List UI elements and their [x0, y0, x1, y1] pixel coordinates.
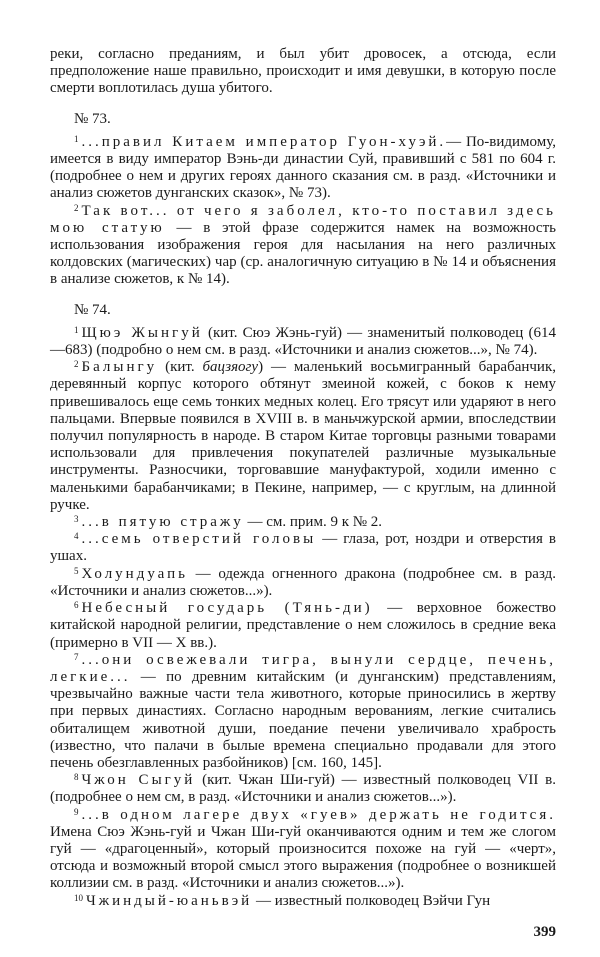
- footnote: [50, 893, 556, 910]
- section-heading: № 74.: [74, 301, 111, 318]
- footnote-text: (кит. Чжан Ши-гуй) — известный полководец VII в. (подробнее о нем см, в разд. «Источники и анализ сюжетов...»).: [50, 772, 556, 806]
- footnote-term: Балынгу: [81, 359, 158, 376]
- footnote-term: Небесный государь (Тянь-ди): [81, 600, 373, 617]
- footnote-term: Чжиндый-юаньвэй: [86, 892, 253, 909]
- footnote: [50, 325, 556, 359]
- footnote-term: ...семь отверстий головы: [81, 531, 317, 548]
- footnote-italic-term: бацзяогу: [202, 359, 259, 376]
- footnote-text: — см. прим. 9 к № 2.: [243, 514, 383, 531]
- footnote-number: 9: [74, 806, 79, 817]
- footnote-number: 6: [74, 600, 79, 611]
- footnote-term: ...в пятую стражу: [81, 514, 244, 531]
- footnote-number: 2: [74, 202, 79, 213]
- footnote-number: 4: [74, 531, 79, 542]
- footnote-term: Щюэ Жынгуй: [81, 324, 203, 341]
- footnote-term: ...в одном лагере двух «гуев» держать не годится.: [81, 806, 556, 823]
- footnote: [50, 134, 556, 203]
- footnote-number: 3: [74, 514, 79, 525]
- footnote-term: Чжон Сыгуй: [81, 772, 196, 789]
- section-heading: № 73.: [74, 110, 111, 127]
- footnote-number: 1: [74, 133, 79, 144]
- footnote-number: 1: [74, 324, 79, 335]
- footnote: [50, 807, 556, 893]
- footnote: [50, 566, 556, 600]
- footnote-text: — По-видимому, имеется в виду император Вэнь-ди династии Суй, правивший с 581 по 604 г. (подробнее о нем и других героях данного сказания см. в разд. «Источники и анализ сюжетов дунганских сказок», № 73).: [50, 133, 556, 202]
- footnote-number: 5: [74, 565, 79, 576]
- footnote-term: ...они освежевали тигра, вынули сердце, печень, легкие...: [50, 651, 556, 685]
- footnote-number: 7: [74, 651, 79, 662]
- footnote: [50, 772, 556, 806]
- footnote-text: Имена Сюэ Жэнь-гуй и Чжан Ши-гуй оканчиваются одним и тем же слогом гуй — «драгоценный», который произносится похоже на гуй — «черт», отсюда и возможный второй смысл этого выражения (подробнее о возникшей коллизии см. в разд. «Источники и анализ сюжетов...»).: [50, 823, 556, 892]
- footnote: [50, 203, 556, 289]
- footnote-text: — по древним китайским (и дунганским) представлениям, чрезвычайно важные части тела животного, которые приносились в жертву при первых династиях. Согласно народным верованиям, легкие считались обиталищем животной души, поедание печени увеличивало храбрость (известно, что палачи в былые времена специально продавали для этого печень обезглавленных разбойников) [см. 160, 145].: [50, 668, 556, 771]
- footnote-number: 10: [74, 892, 83, 903]
- page-body: [50, 0, 556, 957]
- footnote-number: 8: [74, 772, 79, 783]
- intro-paragraph: реки, согласно преданиям, и был убит дровосек, а отсюда, если предположение наше правильно, происходит и имя девушки, в которую после смерти воплотилась душа убитого.: [50, 46, 556, 97]
- footnote-term: ...правил Китаем император Гуон-хуэй.: [81, 133, 447, 150]
- footnote-text: — глаза, рот, ноздри и отверстия в ушах.: [50, 531, 556, 565]
- footnote-text: — верховное божество китайской народной религии, представление о нем сложилось в средние века (примерно в VII — X вв.).: [50, 600, 556, 651]
- footnote-text: (кит. Сюэ Жэнь-гуй) — знаменитый полководец (614—683) (подробно о нем см. в разд. «Источники и анализ сюжетов...», № 74).: [50, 324, 556, 359]
- page-number: 399: [533, 923, 556, 940]
- footnote-text: — одежда огненного дракона (подробнее см. в разд. «Источники и анализ сюжетов...»).: [50, 565, 556, 599]
- footnote: [50, 514, 556, 531]
- footnote-number: 2: [74, 359, 79, 370]
- footnote-text-pre: (кит.: [157, 359, 203, 376]
- footnote-text: — в этой фразе содержится намек на возможность использования изображения героя для насылания на него различных колдовских (магических) чар (ср. аналогичную ситуацию в № 14 и объяснения в анализе сюжетов, к № 14).: [50, 219, 556, 288]
- footnote: [50, 531, 556, 565]
- footnote-text: ) — маленький восьмигранный барабанчик, деревянный корпус которого обтянут змеиной кожей, с боков к нему привешивалось еще семь тонких медных колец. Его трясут или ударяют в него пальцами. Впервые появился в XVIII в. в маньчжурской армии, впоследствии получил популярность в народе. В старом Китае торговцы разными товарами использовали для привлечения покупателей различные музыкальные инструменты. Разносчики, торговавшие мануфактурой, ходили именно с маленькими барабанчиками; в Пекине, например, — с круглым, на длинной ручке.: [50, 359, 556, 513]
- footnote: [50, 359, 556, 514]
- footnote-text: — известный полководец Вэйчи Гун: [252, 892, 491, 909]
- footnote: [50, 652, 556, 772]
- footnote-term: Холундуапь: [81, 565, 188, 582]
- footnote-term: Так вот... от чего я заболел, кто-то поставил здесь мою статую: [50, 202, 556, 236]
- footnote: [50, 600, 556, 652]
